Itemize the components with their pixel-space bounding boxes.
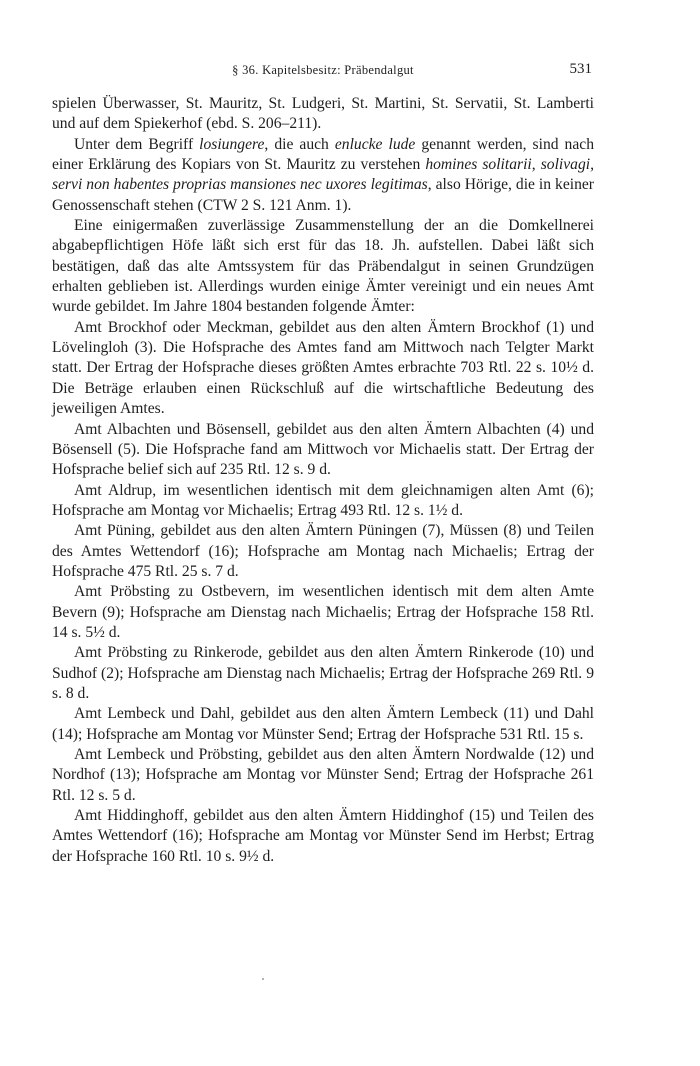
paragraph: [52, 806, 594, 867]
page-number: 531: [569, 61, 592, 77]
text-run: , also Hörige, die in keiner Genossenschaft stehen (CTW 2 S. 121 Anm. 1).: [52, 176, 595, 214]
text-run: Amt Lembeck und Dahl, gebildet aus den alten Ämtern Lembeck (11) und Dahl (14); Hofsprache am Montag vor Münster Send; Ertrag der Hofsprache 531 Rtl. 15 s.: [52, 705, 594, 743]
paragraph: [52, 420, 594, 481]
paragraph: [52, 318, 594, 420]
body-text: [52, 94, 594, 867]
paragraph: [52, 582, 594, 643]
text-run: Amt Hiddinghoff, gebildet aus den alten Ämtern Hiddinghof (15) und Teilen des Amtes Wettendorf (16); Hofsprache am Montag vor Münster Send im Herbst; Ertrag der Hofsprache 160 Rtl. 10 s. 9½ d.: [52, 807, 594, 865]
text-run: genannt werden, sind nach einer Erklärung des Kopiars von St. Mauritz zu verstehen: [52, 135, 594, 174]
document-page: [52, 0, 594, 1066]
paragraph: [52, 521, 594, 582]
paragraph: [52, 94, 594, 135]
text-run: Amt Albachten und Bösensell, gebildet aus den alten Ämtern Albachten (4) und Bösensell (5). Die Hofsprache fand am Mittwoch vor Michaelis statt. Der Ertrag der Hofsprache belief sich auf 235 Rtl. 12 s. 9 d.: [52, 420, 594, 479]
paragraph: [52, 135, 594, 216]
text-run: Amt Brockhof oder Meckman, gebildet aus den alten Ämtern Brockhof (1) und Lövelingloh (3). Die Hofsprache des Amtes fand am Mittwoch nach Telgter Markt statt. Der Ertrag der Hofsprache dieses größten Amtes erbrachte 703 Rtl. 22 s. 10½ d. Die Beträge erlauben einen Rückschluß auf die wirtschaftliche Bedeutung des jeweiligen Amtes.: [52, 318, 594, 418]
text-run: , die auch: [264, 135, 335, 153]
text-run: Amt Lembeck und Pröbsting, gebildet aus den alten Ämtern Nordwalde (12) und Nordhof (13); Hofsprache am Montag vor Münster Send; Ertrag der Hofsprache 261 Rtl. 12 s. 5 d.: [52, 746, 594, 804]
running-header: [52, 63, 594, 83]
text-run: Eine einigermaßen zuverlässige Zusammenstellung der an die Domkellnerei abgabepflichtigen Höfe läßt sich erst für das 18. Jh. aufstellen. Dabei läßt sich bestätigen, daß das alte Amtssystem für das Präbendalgut in seinen Grundzügen erhalten geblieben ist. Allerdings wurden einige Ämter vereinigt und ein neues Amt wurde gebildet. Im Jahre 1804 bestanden folgende Ämter:: [52, 217, 594, 316]
text-run: spielen Überwasser, St. Mauritz, St. Ludgeri, St. Martini, St. Servatii, St. Lamberti und auf dem Spiekerhof (ebd. S. 206–211).: [52, 95, 594, 133]
page-speck: [262, 978, 264, 980]
text-run: Amt Pröbsting zu Rinkerode, gebildet aus den alten Ämtern Rinkerode (10) und Sudhof (2); Hofsprache am Dienstag nach Michaelis; Ertrag der Hofsprache 269 Rtl. 9 s. 8 d.: [52, 644, 594, 702]
paragraph: [52, 216, 594, 318]
text-run: Unter dem Begriff: [74, 135, 200, 153]
paragraph: [52, 643, 594, 704]
paragraph: [52, 704, 594, 745]
italic-term: homines solitarii, solivagi, servi non habentes proprias mansiones nec uxores legitimas: [52, 156, 594, 194]
text-run: Amt Pröbsting zu Ostbevern, im wesentlichen identisch mit dem alten Amte Bevern (9); Hofsprache am Dienstag nach Michaelis; Ertrag der Hofsprache 158 Rtl. 14 s. 5½ d.: [52, 583, 594, 641]
text-run: Amt Aldrup, im wesentlichen identisch mit dem gleichnamigen alten Amt (6); Hofsprache am Montag vor Michaelis; Ertrag 493 Rtl. 12 s. 1½ d.: [52, 481, 594, 519]
italic-term: enlucke lude: [334, 135, 416, 153]
running-title: § 36. Kapitelsbesitz: Präbendalgut: [232, 63, 414, 77]
italic-term: losiungere: [199, 135, 265, 153]
paragraph: [52, 481, 594, 522]
text-run: Amt Püning, gebildet aus den alten Ämtern Püningen (7), Müssen (8) und Teilen des Amtes Wettendorf (16); Hofsprache am Montag nach Michaelis; Ertrag der Hofsprache 475 Rtl. 25 s. 7 d.: [52, 522, 594, 580]
paragraph: [52, 745, 594, 806]
